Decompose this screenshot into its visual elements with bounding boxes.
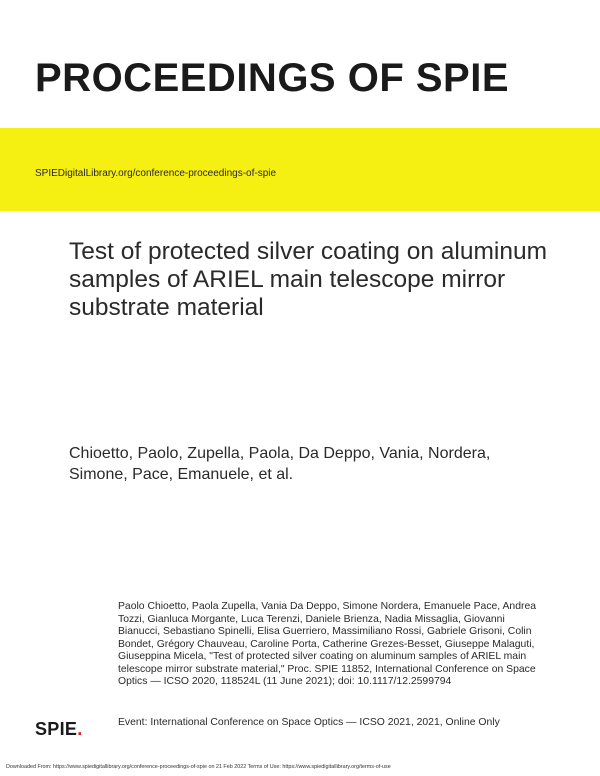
digital-library-link[interactable]: SPIEDigitalLibrary.org/conference-proceedings-of-spie (35, 168, 277, 179)
masthead (0, 0, 600, 128)
download-notice: Downloaded From: https://www.spiedigitallibrary.org/conference-proceedings-of-spie on 21 Feb 2022 Terms of Use: https://www.spiedigitallibrary.org/terms-of-use (6, 764, 391, 770)
yellow-banner (0, 128, 600, 211)
citation-block: Paolo Chioetto, Paola Zupella, Vania Da Deppo, Simone Nordera, Emanuele Pace, Andrea Tozzi, Gianluca Morgante, Luca Terenzi, Daniele Brienza, Nadia Missaglia, Giovanni Bianucci, Sebastiano Spinelli, Elisa Guerriero, Massimiliano Rossi, Gabriele Grisoni, Colin Bondet, Grégory Chauveau, Caroline Porta, Catherine Grezes-Besset, Giuseppe Malaguti, Giuseppina Micela, "Test of protected silver coating on aluminum samples of ARIEL main telescope mirror substrate material," Proc. SPIE 11852, International Conference on Space Optics — ICSO 2020, 118524L (11 June 2021); doi: 10.1117/12.2599794 (118, 601, 536, 687)
paper-title: Test of protected silver coating on aluminum samples of ARIEL main telescope mirror substrate material (69, 238, 547, 321)
spie-logo-dot: . (77, 719, 83, 739)
journal-title: PROCEEDINGS OF SPIE (35, 56, 510, 100)
event-info: Event: International Conference on Space Optics — ICSO 2021, 2021, Online Only (118, 717, 500, 728)
spie-logo (35, 719, 83, 740)
author-list: Chioetto, Paolo, Zupella, Paola, Da Deppo, Vania, Nordera, Simone, Pace, Emanuele, et al. (69, 445, 491, 483)
spie-logo-text: SPIE (35, 719, 78, 739)
